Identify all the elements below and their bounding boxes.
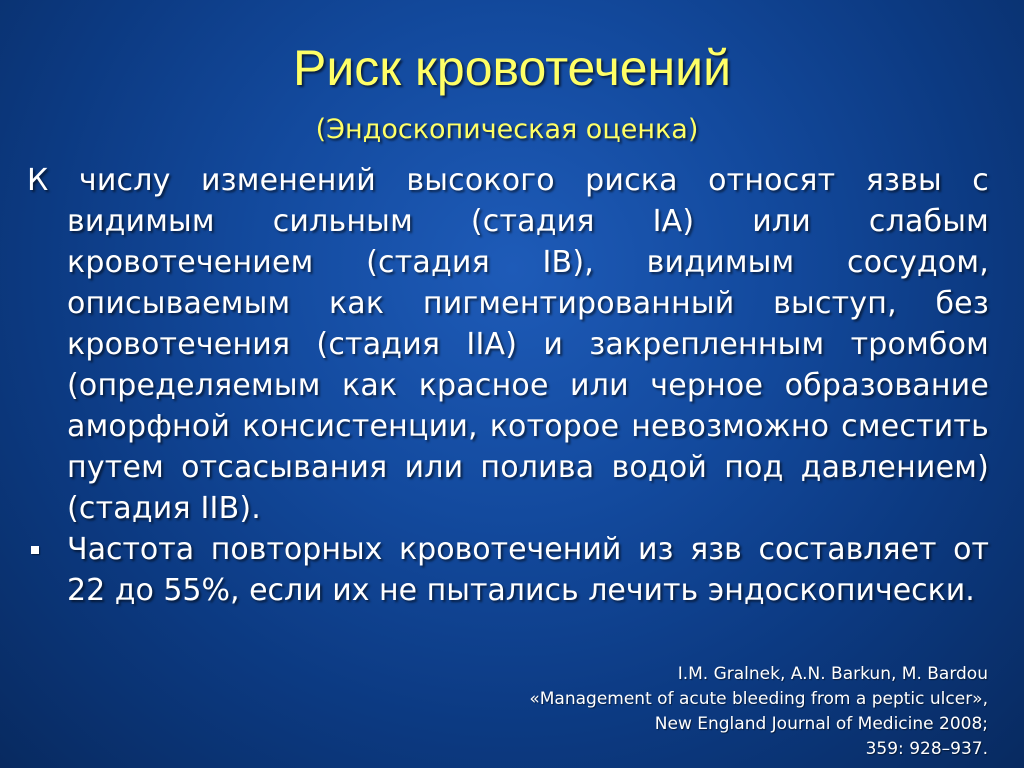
slide-subtitle: (Эндоскопическая оценка) (315, 114, 699, 145)
slide-body (27, 160, 989, 611)
bullet-text: Частота повторных кровотечений из язв составляет от 22 до 55%, если их не пытались лечить эндоскопически. (67, 532, 989, 608)
bullet-item (27, 529, 989, 611)
citation-title: «Management of acute bleeding from a peptic ulcer», (529, 689, 988, 709)
citation (529, 662, 988, 762)
body-paragraph: К числу изменений высокого риска относят язвы с видимым сильным (стадия IA) или слабым кровотечением (стадия IB), видимым сосудом, описываемым как пигментированный выступ, без кровотечения (стадия IIA) и закрепленным тромбом (определяемым как красное или черное образование аморфной консистенции, которое невозможно сместить путем отсасывания или полива водой под давлением) (стадия IIB). (27, 163, 989, 526)
citation-journal: New England Journal of Medicine 2008; (654, 714, 988, 734)
slide-title: Риск кровотечений (292, 40, 732, 96)
square-bullet-icon (31, 546, 39, 554)
citation-pages: 359: 928–937. (865, 739, 988, 759)
citation-authors: I.M. Gralnek, A.N. Barkun, M. Bardou (677, 664, 988, 684)
